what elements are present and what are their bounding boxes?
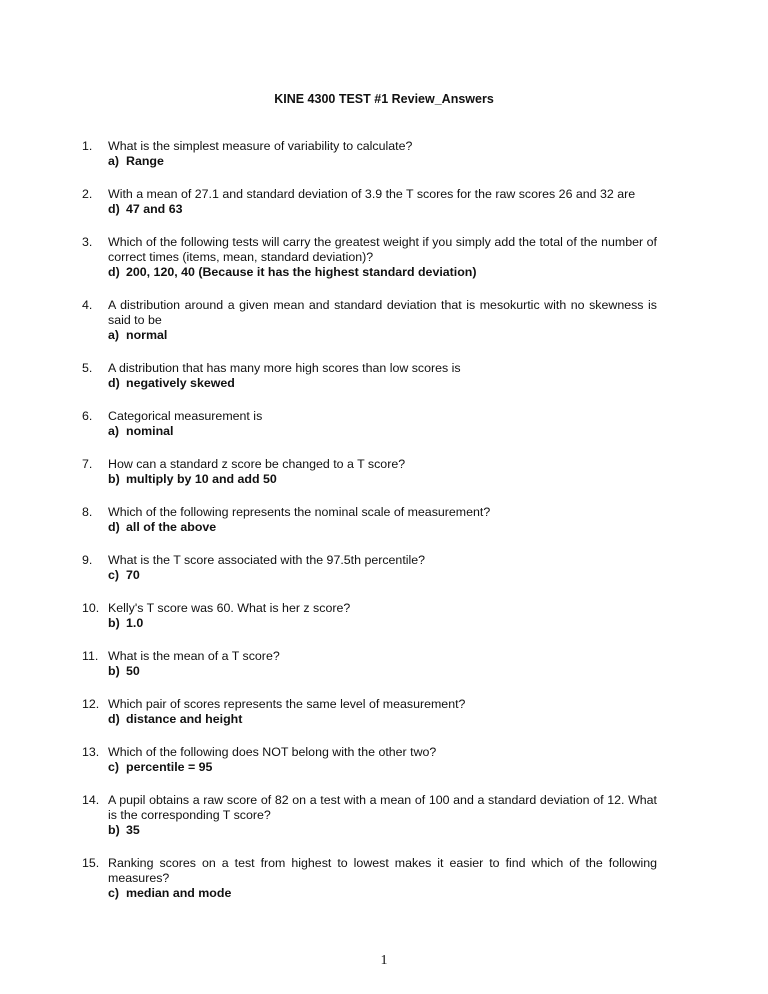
- answer: [108, 823, 657, 838]
- question-text: What is the T score associated with the 97.5th percentile?: [108, 553, 426, 567]
- answer: [108, 376, 657, 391]
- answer-letter: d): [108, 712, 120, 726]
- answer-text: multiply by 10 and add 50: [126, 472, 277, 486]
- question-item: [82, 856, 657, 901]
- question-item: [82, 361, 657, 391]
- question-item: [82, 505, 657, 535]
- answer: [108, 664, 657, 679]
- answer-text: negatively skewed: [126, 376, 235, 390]
- question-number: 2.: [82, 187, 93, 201]
- question-item: [82, 235, 657, 280]
- question-text: Kelly's T score was 60. What is her z score?: [108, 601, 351, 615]
- question-text: Ranking scores on a test from highest to lowest makes it easier to find which of the following measures?: [108, 856, 657, 885]
- question-number: 12.: [82, 697, 100, 711]
- answer: [108, 568, 657, 583]
- question-text: How can a standard z score be changed to a T score?: [108, 457, 406, 471]
- question-text: Which of the following does NOT belong with the other two?: [108, 745, 437, 759]
- question-text: Which pair of scores represents the same level of measurement?: [108, 697, 466, 711]
- question-item: [82, 601, 657, 631]
- question-text: Categorical measurement is: [108, 409, 263, 423]
- question-text: What is the simplest measure of variability to calculate?: [108, 139, 413, 153]
- answer: [108, 265, 657, 280]
- answer: [108, 760, 657, 775]
- answer-text: 35: [126, 823, 140, 837]
- answer-letter: b): [108, 472, 120, 486]
- question-item: [82, 745, 657, 775]
- question-item: [82, 649, 657, 679]
- answer: [108, 154, 657, 169]
- answer-text: median and mode: [126, 886, 232, 900]
- answer-text: 70: [126, 568, 140, 582]
- answer-text: nominal: [126, 424, 174, 438]
- answer: [108, 328, 657, 343]
- answer: [108, 886, 657, 901]
- answer-letter: b): [108, 823, 120, 837]
- answer-letter: d): [108, 265, 120, 279]
- question-item: [82, 298, 657, 343]
- answer-text: 47 and 63: [126, 202, 183, 216]
- page-number: 1: [380, 953, 388, 968]
- answer-letter: d): [108, 202, 120, 216]
- answer-text: 1.0: [126, 616, 144, 630]
- question-item: [82, 457, 657, 487]
- question-item: [82, 697, 657, 727]
- answer-letter: a): [108, 328, 120, 342]
- question-list: [82, 139, 657, 901]
- answer-letter: c): [108, 886, 120, 900]
- answer-text: 50: [126, 664, 140, 678]
- question-number: 13.: [82, 745, 100, 759]
- answer: [108, 472, 657, 487]
- answer-letter: d): [108, 376, 120, 390]
- answer: [108, 712, 657, 727]
- answer-letter: c): [108, 760, 120, 774]
- question-item: [82, 187, 657, 217]
- question-number: 1.: [82, 139, 93, 153]
- question-text: Which of the following represents the nominal scale of measurement?: [108, 505, 491, 519]
- question-item: [82, 793, 657, 838]
- answer: [108, 520, 657, 535]
- question-number: 10.: [82, 601, 100, 615]
- question-number: 5.: [82, 361, 93, 375]
- answer-text: 200, 120, 40 (Because it has the highest standard deviation): [126, 265, 477, 279]
- question-number: 6.: [82, 409, 93, 423]
- question-item: [82, 553, 657, 583]
- question-text: Which of the following tests will carry the greatest weight if you simply add the total of the number of correct times (items, mean, standard deviation)?: [108, 235, 657, 264]
- answer: [108, 202, 657, 217]
- question-text: A distribution that has many more high scores than low scores is: [108, 361, 461, 375]
- question-text: What is the mean of a T score?: [108, 649, 280, 663]
- answer-text: all of the above: [126, 520, 217, 534]
- question-number: 4.: [82, 298, 93, 312]
- answer-text: normal: [126, 328, 168, 342]
- document-title: KINE 4300 TEST #1 Review_Answers: [274, 92, 494, 106]
- answer: [108, 616, 657, 631]
- answer-text: Range: [126, 154, 164, 168]
- question-number: 3.: [82, 235, 93, 249]
- answer: [108, 424, 657, 439]
- answer-letter: b): [108, 616, 120, 630]
- question-number: 7.: [82, 457, 93, 471]
- answer-text: distance and height: [126, 712, 243, 726]
- question-text: A distribution around a given mean and standard deviation that is mesokurtic with no skewness is said to be: [108, 298, 657, 327]
- question-text: With a mean of 27.1 and standard deviation of 3.9 the T scores for the raw scores 26 and 32 are: [108, 187, 636, 201]
- answer-letter: c): [108, 568, 120, 582]
- question-number: 14.: [82, 793, 100, 807]
- question-number: 11.: [82, 649, 99, 663]
- question-number: 8.: [82, 505, 93, 519]
- answer-letter: d): [108, 520, 120, 534]
- answer-letter: a): [108, 424, 120, 438]
- answer-text: percentile = 95: [126, 760, 213, 774]
- question-item: [82, 139, 657, 169]
- answer-letter: a): [108, 154, 120, 168]
- question-number: 9.: [82, 553, 93, 567]
- question-item: [82, 409, 657, 439]
- question-number: 15.: [82, 856, 100, 870]
- answer-letter: b): [108, 664, 120, 678]
- question-text: A pupil obtains a raw score of 82 on a test with a mean of 100 and a standard deviation of 12. What is the corresponding T score?: [108, 793, 657, 822]
